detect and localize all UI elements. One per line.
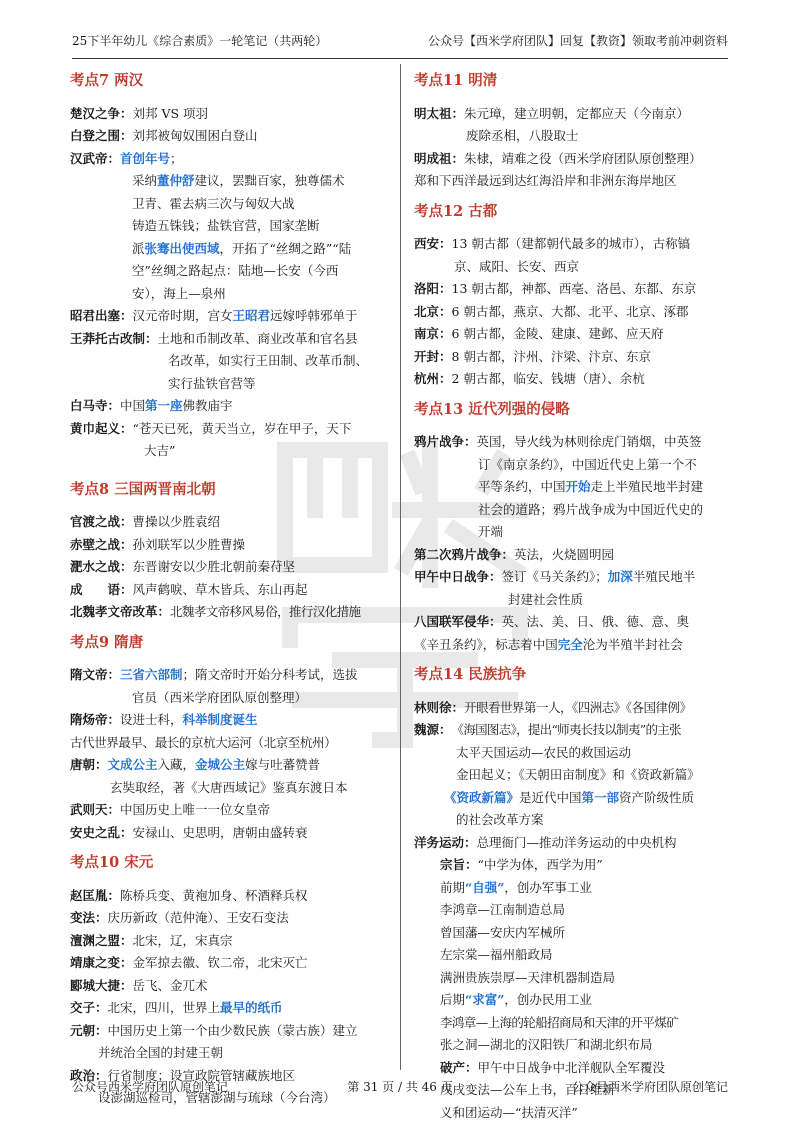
entry-jiawu: 甲午中日战争： 签订《马关条约》；加深半殖民地半 (414, 569, 696, 584)
highlight-text: “自强” (465, 879, 505, 895)
footer-left-text: 公众号西米学府团队原创笔记 (72, 1079, 229, 1094)
section-title-ming-qing: 考点11 明清 (414, 72, 498, 89)
entry-beijing: 北京： 6 朝古都，燕京、大都、北平、北京、涿郡 (414, 303, 689, 319)
page-number: 第 31 页 / 共 46 页 (347, 1079, 453, 1094)
entry-yancheng: 郾城大捷： 岳飞、金兀术 (70, 977, 208, 993)
section-title-song-yuan: 考点10 宋元 (70, 854, 154, 871)
entry-weiyuan: 魏源： 《海国图志》，提出“师夷长技以制夷”的主张 (414, 722, 681, 737)
highlight-text: 开始 (565, 479, 591, 494)
entry-linzexu: 林则徐： 开眼看世界第一人，《四洲志》《各国律例》 (414, 699, 692, 715)
entry-guandu: 官渡之战： 曹操以少胜袁绍 (70, 514, 221, 529)
entry-wangmang: 王莽托古改制： 土地和币制改革、商业改革和官名县 (70, 330, 358, 346)
entry-xian: 西安： 13 朝古都（建都朝代最多的城市），古称镐 (414, 236, 691, 251)
text-line: 封建社会性质 (508, 591, 584, 607)
text-line: 设澎湖巡检司，管辖澎湖与琉球（今台湾） (98, 1090, 336, 1105)
entry-xiaowendi: 北魏孝文帝改革： 北魏孝文帝移风易俗，推行汉化措施 (70, 604, 361, 619)
highlight-text: 完全 (557, 636, 583, 652)
entry-politics: 政治： 行省制度；设宣政院管辖藏族地区 (70, 1067, 296, 1083)
entry-jingkang: 靖康之变： 金军掠去徽、钦二帝，北宋灭亡 (70, 955, 308, 970)
entry-zhaojun: 昭君出塞： 汉元帝时期，宫女王昭君远嫁呼韩邪单于 (70, 308, 358, 323)
text-line: 空”丝绸之路起点：陆地—长安（今西 (132, 263, 339, 278)
highlight-text: 最早的纸币 (220, 1000, 283, 1015)
highlight-text: 第一部 (581, 789, 620, 805)
highlight-text: 《资政新篇》 (444, 789, 520, 805)
column-divider (400, 64, 401, 1070)
left-column (70, 64, 388, 1110)
header-right-text: 公众号【西米学府团队】回复【教资】领取考前冲刺资料 (427, 33, 728, 48)
header-left-text: 25下半年幼儿《综合素质》一轮笔记（共两轮） (72, 33, 328, 48)
entry-idioms: 成 语： 风声鹤唳、草木皆兵、东山再起 (70, 581, 308, 597)
entry-zhao: 赵匡胤： 陈桥兵变、黄袍加身、杯酒释兵权 (70, 887, 308, 903)
text-line: 满洲贵族崇厚—天津机器制造局 (440, 969, 616, 985)
text-line: 《资政新篇》是近代中国第一部资产阶级性质 (444, 789, 695, 805)
text-line: 废除丞相，八股取士 (466, 128, 579, 143)
section-title-han: 考点7 两汉 (70, 72, 144, 89)
text-line: 名改革，如实行王田制、改革币制、 (168, 353, 369, 368)
text-line: 铸造五铢钱；盐铁官营，国家垄断 (132, 218, 320, 233)
text-line: 大吉” (144, 443, 176, 458)
text-line: 义和团运动—“扶清灭洋” (440, 1104, 578, 1120)
section-title-capitals: 考点12 古都 (414, 202, 498, 220)
entry-second-opium: 第二次鸦片战争： 英法，火烧圆明园 (414, 546, 615, 562)
text-line: 卫青、霍去病三次与匈奴大战 (132, 195, 295, 211)
text-line: 京、咸阳、长安、西京 (454, 258, 580, 274)
text-line: 《辛丑条约》，标志着中国完全沦为半殖半封社会 (414, 636, 683, 652)
text-line: 李鸿章—江南制造总局 (440, 902, 566, 917)
highlight-text: 科举制度诞生 (182, 712, 258, 727)
text-line: 李鸿章—上海的轮船招商局和天津的开平煤矿 (440, 1014, 679, 1030)
text-line: 开端 (478, 524, 504, 539)
text-line: 戊戌变法—公车上书，百日维新 (440, 1082, 616, 1097)
text-line: 采纳董仲舒建议，罢黜百家，独尊儒术 (132, 173, 345, 188)
entry-ming-chengzu: 明成祖： 朱棣，靖难之役（西米学府团队原创整理） (414, 150, 702, 166)
highlight-text: 王昭君 (232, 308, 271, 323)
entry-zongzhi: 宗旨： “中学为体，西学为用” (440, 857, 603, 872)
section-title-three-kingdoms: 考点8 三国两晋南北朝 (70, 480, 216, 498)
text-line: 左宗棠—福州船政局 (440, 947, 553, 962)
highlight-text: 第一座 (145, 398, 183, 413)
text-line: 的社会改革方案 (456, 812, 544, 827)
text-line: 前期“自强”，创办军事工业 (440, 879, 592, 895)
highlight-text: 董仲舒 (157, 173, 195, 188)
highlight-text: “求富” (465, 992, 505, 1007)
entry-nanjing: 南京： 6 朝古都，金陵、建康、建邺、应天府 (414, 326, 664, 341)
entry-han-wudi: 汉武帝： 首创年号； (70, 150, 183, 166)
entry-opium-war: 鸦片战争： 英国，导火线为林则徐虎门销烟，中英签 (414, 434, 702, 449)
right-column (414, 64, 736, 1124)
text-line: 派张骞出使西域，开拓了“丝绸之路”“陆 (132, 240, 352, 256)
entry-huangjin: 黄巾起义： “苍天已死，黄天当立，岁在甲子，天下 (70, 420, 352, 436)
entry-yangwu: 洋务运动： 总理衙门—推动洋务运动的中央机构 (414, 834, 677, 850)
entry-chanyuan: 澶渊之盟： 北宋，辽，宋真宗 (70, 932, 233, 948)
text-line: 太平天国运动—农民的救国运动 (456, 744, 632, 760)
page-header (72, 22, 728, 59)
text-line: 实行盐铁官营等 (168, 375, 256, 391)
entry-ming-taizu: 明太祖： 朱元璋，建立明朝，定都应天（今南京） (414, 105, 690, 121)
section-title-invasion: 考点13 近代列强的侵略 (414, 400, 570, 418)
text-line: 订《南京条约》，中国近代史上第一个不 (478, 456, 697, 472)
entry-jiaozi: 交子： 北宋，四川，世界上最早的纸币 (70, 1000, 283, 1015)
entry-pochan: 破产： 甲午中日战争中北洋舰队全军覆没 (440, 1059, 666, 1075)
section-title-sui-tang: 考点9 隋唐 (70, 633, 144, 651)
section-title-resistance: 考点14 民族抗争 (414, 666, 527, 683)
text-line: 郑和下西洋最远到达红海沿岸和非洲东海岸地区 (414, 173, 677, 188)
text-line: 后期“求富”，创办民用工业 (440, 992, 592, 1007)
entry-baideng: 白登之围： 刘邦被匈奴围困白登山 (70, 128, 258, 143)
entry-baimasi: 白马寺： 中国第一座佛教庙宇 (70, 398, 233, 413)
highlight-text: 加深 (607, 569, 633, 584)
entry-tang: 唐朝： 文成公主入藏，金城公主嫁与吐蕃赞普 (70, 757, 321, 772)
text-line: 金田起义；《天朝田亩制度》和《资政新篇》 (456, 767, 700, 782)
text-line: 安），海上—泉州 (132, 285, 226, 301)
text-line: 古代世界最早、最长的京杭大运河（北京至杭州） (70, 734, 337, 750)
entry-wuzetian: 武则天： 中国历史上唯一一位女皇帝 (70, 802, 271, 817)
footer-right-text: 公众号西米学府团队原创笔记 (571, 1079, 728, 1094)
entry-hangzhou: 杭州： 2 朝古都，临安、钱塘（唐）、余杭 (414, 371, 645, 386)
highlight-text: 文成公主 (107, 757, 158, 772)
entry-sui-yangdi: 隋炀帝： 设进士科，科举制度诞生 (70, 712, 258, 727)
text-line: 官员（西米学府团队原创整理） (132, 689, 308, 705)
text-line: 张之洞—湖北的汉阳铁厂和湖北织布局 (440, 1037, 653, 1052)
text-line: 平等条约，中国开始走上半殖民地半封建 (478, 479, 704, 494)
entry-anshi: 安史之乱： 安禄山、史思明，唐朝由盛转衰 (70, 824, 308, 840)
entry-sui-wendi: 隋文帝： 三省六部制；隋文帝时开始分科考试，选拔 (70, 667, 358, 682)
entry-feishui: 淝水之战： 东晋谢安以少胜北朝前秦苻坚 (70, 559, 296, 574)
highlight-text: 首创年号 (120, 150, 171, 166)
highlight-text: 张骞出使西域 (144, 240, 220, 256)
text-line: 并统治全国的封建王朝 (98, 1045, 224, 1060)
text-line: 社会的道路；鸦片战争成为中国近代史的 (478, 501, 704, 517)
text-line: 玄奘取经，著《大唐西域记》鉴真东渡日本 (110, 779, 348, 795)
entry-eight-nation: 八国联军侵华： 英、法、美、日、俄、德、意、奥 (414, 614, 690, 629)
entry-chu-han: 楚汉之争： 刘邦 VS 项羽 (70, 105, 209, 121)
entry-chibi: 赤壁之战： 孙刘联军以少胜曹操 (70, 536, 246, 552)
page-footer (72, 1072, 728, 1100)
entry-kaifeng: 开封： 8 朝古都，汴州、汴梁、汴京、东京 (414, 348, 651, 364)
entry-reform: 变法： 庆历新政（范仲淹）、王安石变法 (70, 910, 289, 925)
text-line: 曾国藩—安庆内军械所 (440, 924, 566, 940)
entry-yuan: 元朝： 中国历史上第一个由少数民族（蒙古族）建立 (70, 1022, 358, 1038)
highlight-text: 三省六部制 (120, 667, 183, 682)
entry-luoyang: 洛阳： 13 朝古都，神都、西亳、洛邑、东都、东京 (414, 281, 697, 296)
highlight-text: 金城公主 (195, 757, 246, 772)
